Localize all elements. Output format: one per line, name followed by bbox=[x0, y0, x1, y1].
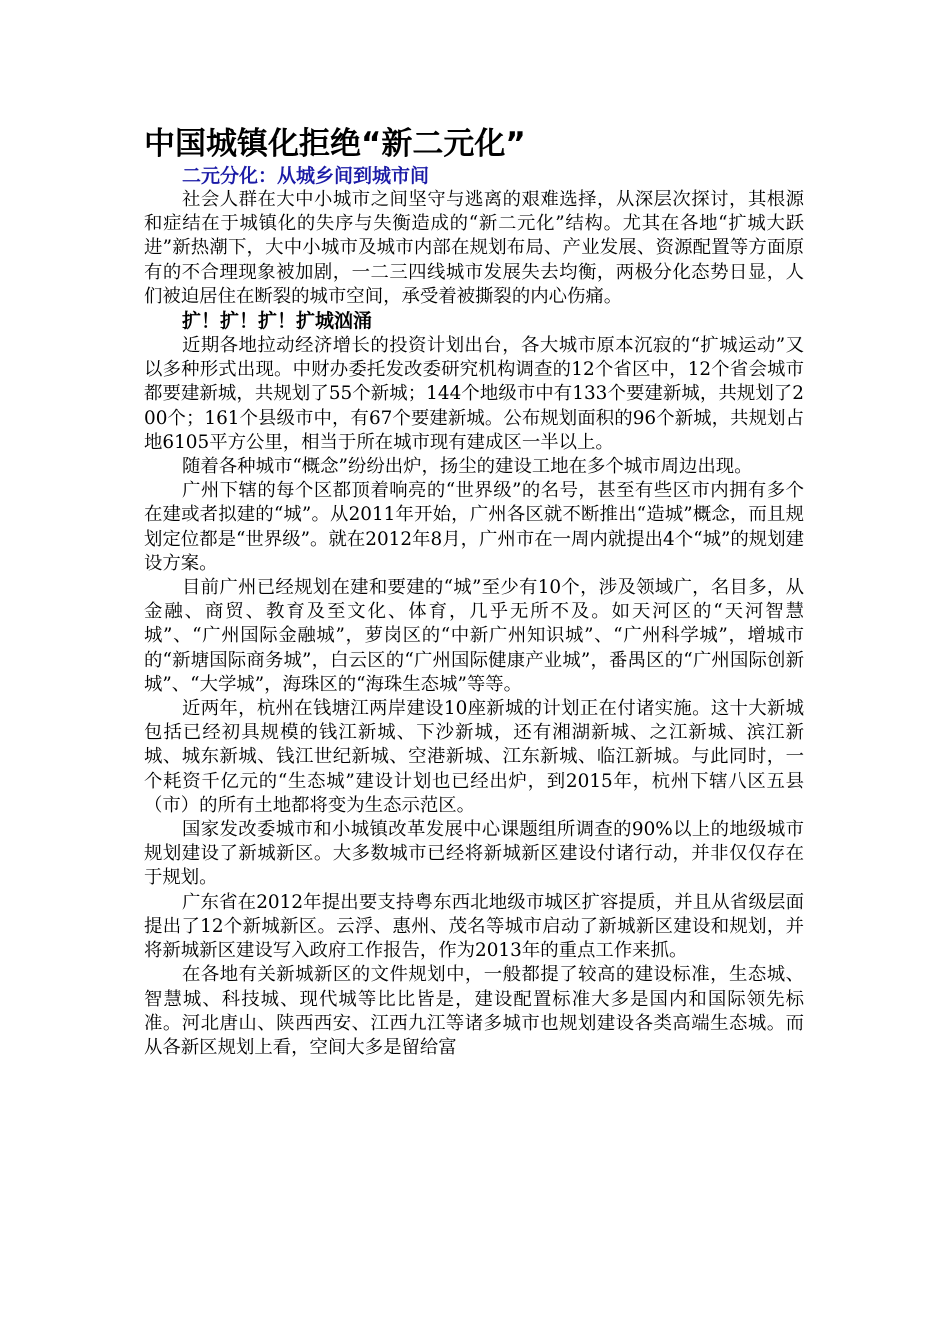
subtitle-heading: 二元分化：从城乡间到城市间 bbox=[182, 165, 430, 187]
paragraph: 广州下辖的每个区都顶着响亮的“世界级”的名号，甚至有些区市内拥有多个在建或者拟建的“城”。从2011年开始，广州各区就不断推出“造城”概念，而且规划定位都是“世界级”。就在2012年8月，广州市在一周内就提出4个“城”的规划建设方案。 bbox=[144, 480, 804, 574]
section-heading: 扩！扩！扩！扩城汹涌 bbox=[182, 310, 373, 333]
paragraph: 目前广州已经规划在建和要建的“城”至少有10个，涉及领域广，名目多，从金融、商贸、教育及至文化、体育，几乎无所不及。如天河区的“天河智慧城”、“广州国际金融城”，萝岗区的“中新广州知识城”、“广州科学城”，增城市的“新塘国际商务城”，白云区的“广州国际健康产业城”，番禺区的“广州国际创新城”、“大学城”，海珠区的“海珠生态城”等等。 bbox=[144, 577, 804, 695]
paragraph: 近期各地拉动经济增长的投资计划出台，各大城市原本沉寂的“扩城运动”又以多种形式出现。中财办委托发改委研究机构调查的12个省区中，12个省会城市都要建新城，共规划了55个新城；144个地级市中有133个要建新城，共规划了200个；161个县级市中，有67个要建新城。公布规划面积的96个新城，共规划占地6105平方公里，相当于所在城市现有建成区一半以上。 bbox=[144, 335, 804, 453]
document-title: 中国城镇化拒绝“新二元化” bbox=[144, 126, 526, 162]
paragraph: 国家发改委城市和小城镇改革发展中心课题组所调查的90%以上的地级城市规划建设了新城新区。大多数城市已经将新城新区建设付诸行动，并非仅仅存在于规划。 bbox=[144, 819, 804, 889]
paragraph-intro: 社会人群在大中小城市之间坚守与逃离的艰难选择，从深层次探讨，其根源和症结在于城镇化的失序与失衡造成的“新二元化”结构。尤其在各地“扩城大跃进”新热潮下，大中小城市及城市内部在规划布局、产业发展、资源配置等方面原有的不合理现象被加剧，一二三四线城市发展失去均衡，两极分化态势日显，人们被迫居住在断裂的城市空间，承受着被撕裂的内心伤痛。 bbox=[144, 189, 804, 307]
document-page bbox=[144, 124, 804, 1060]
paragraph: 近两年，杭州在钱塘江两岸建设10座新城的计划正在付诸实施。这十大新城包括已经初具规模的钱江新城、下沙新城，还有湘湖新城、之江新城、滨江新城、城东新城、钱江世纪新城、空港新城、江东新城、临江新城。与此同时，一个耗资千亿元的“生态城”建设计划也已经出炉，到2015年，杭州下辖八区五县（市）的所有土地都将变为生态示范区。 bbox=[144, 698, 804, 816]
paragraph: 在各地有关新城新区的文件规划中，一般都提了较高的建设标准，生态城、智慧城、科技城、现代城等比比皆是，建设配置标准大多是国内和国际领先标准。河北唐山、陕西西安、江西九江等诸多城市也规划建设各类高端生态城。而从各新区规划上看，空间大多是留给富 bbox=[144, 964, 804, 1058]
paragraph: 广东省在2012年提出要支持粤东西北地级市城区扩容提质，并且从省级层面提出了12个新城新区。云浮、惠州、茂名等城市启动了新城新区建设和规划，并将新城新区建设写入政府工作报告，作为2013年的重点工作来抓。 bbox=[144, 891, 804, 962]
paragraph: 随着各种城市“概念”纷纷出炉，扬尘的建设工地在多个城市周边出现。 bbox=[182, 456, 753, 478]
